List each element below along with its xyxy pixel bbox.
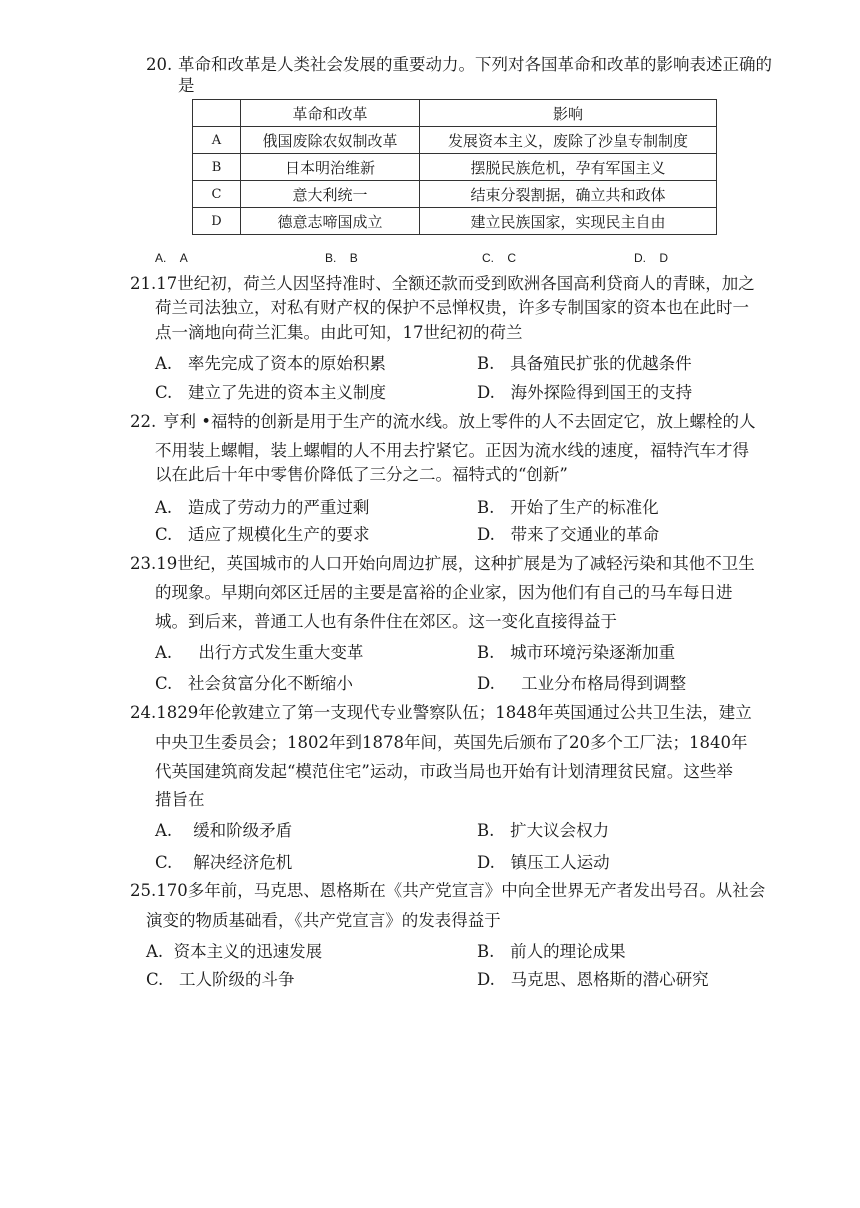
option-text: 工人阶级的斗争 [179, 970, 295, 989]
q20-stem-line1: 革命和改革是人类社会发展的重要动力。下列对各国革命和改革的影响表述正确的 [178, 55, 772, 74]
q23-option-a[interactable] [155, 643, 363, 663]
q22-option-c[interactable] [155, 525, 370, 545]
q25-option-a[interactable] [146, 942, 322, 962]
q21-option-b[interactable] [477, 354, 692, 374]
table-header-row [193, 100, 717, 127]
option-text: 前人的理论成果 [510, 942, 626, 961]
option-text: 资本主义的迅速发展 [173, 942, 323, 961]
option-text: 适应了规模化生产的要求 [188, 525, 370, 544]
option-label: C. [155, 525, 173, 544]
option-label: D. [477, 853, 495, 872]
q21-option-d[interactable] [477, 383, 692, 403]
q20-stem-line2: 是 [178, 76, 195, 95]
option-label: A. [155, 821, 173, 840]
option-label: D. [477, 970, 495, 989]
table-header-cell: 影响 [420, 100, 717, 127]
q21-stem-line2: 荷兰司法独立，对私有财产权的保护不忌惮权贵，许多专制国家的资本也在此时一 [155, 298, 749, 317]
option-label: B. [477, 643, 495, 662]
table-cell: D [193, 208, 241, 235]
q24-stem-line3: 代英国建筑商发起“模范住宅”运动，市政当局也开始有计划清理贫民窟。这些举 [155, 762, 733, 781]
q21-stem-line3: 点一滴地向荷兰汇集。由此可知，17世纪初的荷兰 [155, 323, 523, 342]
q24-stem-line2: 中央卫生委员会；1802年到1878年间，英国先后颁布了20多个工厂法；1840年 [155, 733, 748, 752]
table-cell: B [193, 154, 241, 181]
option-label: A. [155, 251, 167, 265]
q23-option-b[interactable] [477, 643, 675, 663]
q22-stem-line2: 不用装上螺帽，装上螺帽的人不用去拧紧它。正因为流水线的速度，福特汽车才得 [155, 441, 749, 460]
q25-option-b[interactable] [477, 942, 626, 962]
option-label: A. [155, 643, 173, 662]
q25-stem-line2: 演变的物质基础看，《共产党宣言》的发表得益于 [146, 911, 501, 930]
option-text: A [179, 251, 188, 265]
option-text: 带来了交通业的革命 [510, 525, 660, 544]
table-row [193, 127, 717, 154]
q23-option-c[interactable] [155, 674, 353, 694]
option-text: 造成了劳动力的严重过剩 [187, 498, 370, 517]
option-label: B. [477, 942, 495, 961]
option-label: B. [477, 821, 495, 840]
option-label: B. [325, 251, 337, 265]
q24-option-a[interactable] [155, 821, 292, 841]
option-label: A. [146, 942, 164, 961]
option-text: B [349, 251, 358, 265]
option-text: 率先完成了资本的原始积累 [187, 354, 386, 373]
option-text: 工业分布格局得到调整 [521, 674, 687, 693]
q25-option-c[interactable] [146, 970, 295, 990]
option-text: 镇压工人运动 [510, 853, 610, 872]
table-cell: 德意志啼国成立 [241, 208, 420, 235]
option-label: D. [634, 251, 646, 265]
option-text: D [659, 251, 669, 265]
option-label: B. [477, 498, 495, 517]
q24-option-c[interactable] [155, 853, 292, 873]
q20-option-c[interactable] [482, 248, 516, 268]
option-text: 缓和阶级矛盾 [193, 821, 293, 840]
q21-option-a[interactable] [155, 354, 386, 374]
option-text: 海外探险得到国王的支持 [510, 383, 693, 402]
q24-option-b[interactable] [477, 821, 609, 841]
q22-option-b[interactable] [477, 498, 659, 518]
q22-option-a[interactable] [155, 498, 369, 518]
option-label: C. [482, 251, 494, 265]
table-cell: 意大利统一 [241, 181, 420, 208]
q20-option-a[interactable] [155, 248, 188, 268]
option-label: C. [155, 853, 173, 872]
option-text: 马克思、恩格斯的潜心研究 [510, 970, 709, 989]
q22-stem-line1: 亨利 •福特的创新是用于生产的流水线。放上零件的人不去固定它，放上螺栓的人 [163, 412, 756, 431]
table-cell: 结束分裂割据，确立共和政体 [420, 181, 717, 208]
option-label: D. [477, 674, 495, 693]
option-label: A. [155, 498, 173, 517]
option-label: B. [477, 354, 495, 373]
option-label: C. [155, 383, 173, 402]
q20-number: 20. [146, 55, 173, 74]
option-text: 扩大议会权力 [510, 821, 610, 840]
q25-option-d[interactable] [477, 970, 709, 990]
option-text: 建立了先进的资本主义制度 [188, 383, 387, 402]
q20-table [192, 99, 717, 235]
table-cell: 日本明治维新 [241, 154, 420, 181]
option-label: C. [155, 674, 173, 693]
q24-option-d[interactable] [477, 853, 610, 873]
option-text: 出行方式发生重大变革 [198, 643, 364, 662]
q22-stem-line3: 以在此后十年中零售价降低了三分之二。福特式的“创新” [155, 465, 568, 484]
table-row [193, 154, 717, 181]
table-cell: 俄国废除农奴制改革 [241, 127, 420, 154]
q20-option-d[interactable] [634, 248, 668, 268]
q25-stem-line1: 25.170多年前，马克思、恩格斯在《共产党宣言》中向全世界无产者发出号召。从社会 [130, 881, 766, 900]
table-cell: A [193, 127, 241, 154]
q22-number: 22. [130, 412, 157, 431]
option-text: C [507, 251, 517, 265]
option-label: D. [477, 525, 495, 544]
q20-option-b[interactable] [325, 248, 358, 268]
option-label: C. [146, 970, 164, 989]
q22-option-d[interactable] [477, 525, 659, 545]
table-header-cell [193, 100, 241, 127]
q21-option-c[interactable] [155, 383, 386, 403]
table-cell: 发展资本主义，废除了沙皇专制制度 [420, 127, 717, 154]
table-cell: 摆脱民族危机，孕有军国主义 [420, 154, 717, 181]
option-text: 社会贫富分化不断缩小 [188, 674, 354, 693]
q23-stem-line3: 城。到后来，普通工人也有条件住在郊区。这一变化直接得益于 [155, 612, 617, 631]
q23-stem-line2: 的现象。早期向郊区迁居的主要是富裕的企业家，因为他们有自己的马车每日进 [155, 583, 733, 602]
option-text: 城市环境污染逐渐加重 [510, 643, 676, 662]
q24-stem-line4: 措旨在 [155, 790, 205, 809]
q23-stem-line1: 23.19世纪，英国城市的人口开始向周边扩展，这种扩展是为了减轻污染和其他不卫生 [130, 554, 755, 573]
q23-option-d[interactable] [477, 674, 686, 694]
option-text: 解决经济危机 [193, 853, 293, 872]
option-label: A. [155, 354, 173, 373]
option-label: D. [477, 383, 495, 402]
table-header-cell: 革命和改革 [241, 100, 420, 127]
q21-stem-line1: 21.17世纪初，荷兰人因坚持准时、全额还款而受到欧洲各国高利贷商人的青睐，加之 [130, 274, 755, 293]
table-cell: 建立民族国家，实现民主自由 [420, 208, 717, 235]
option-text: 开始了生产的标准化 [510, 498, 659, 517]
table-cell: C [193, 181, 241, 208]
q24-stem-line1: 24.1829年伦敦建立了第一支现代专业警察队伍；1848年英国通过公共卫生法，建立 [130, 703, 752, 722]
table-row [193, 208, 717, 235]
table-row [193, 181, 717, 208]
option-text: 具备殖民扩张的优越条件 [510, 354, 692, 373]
